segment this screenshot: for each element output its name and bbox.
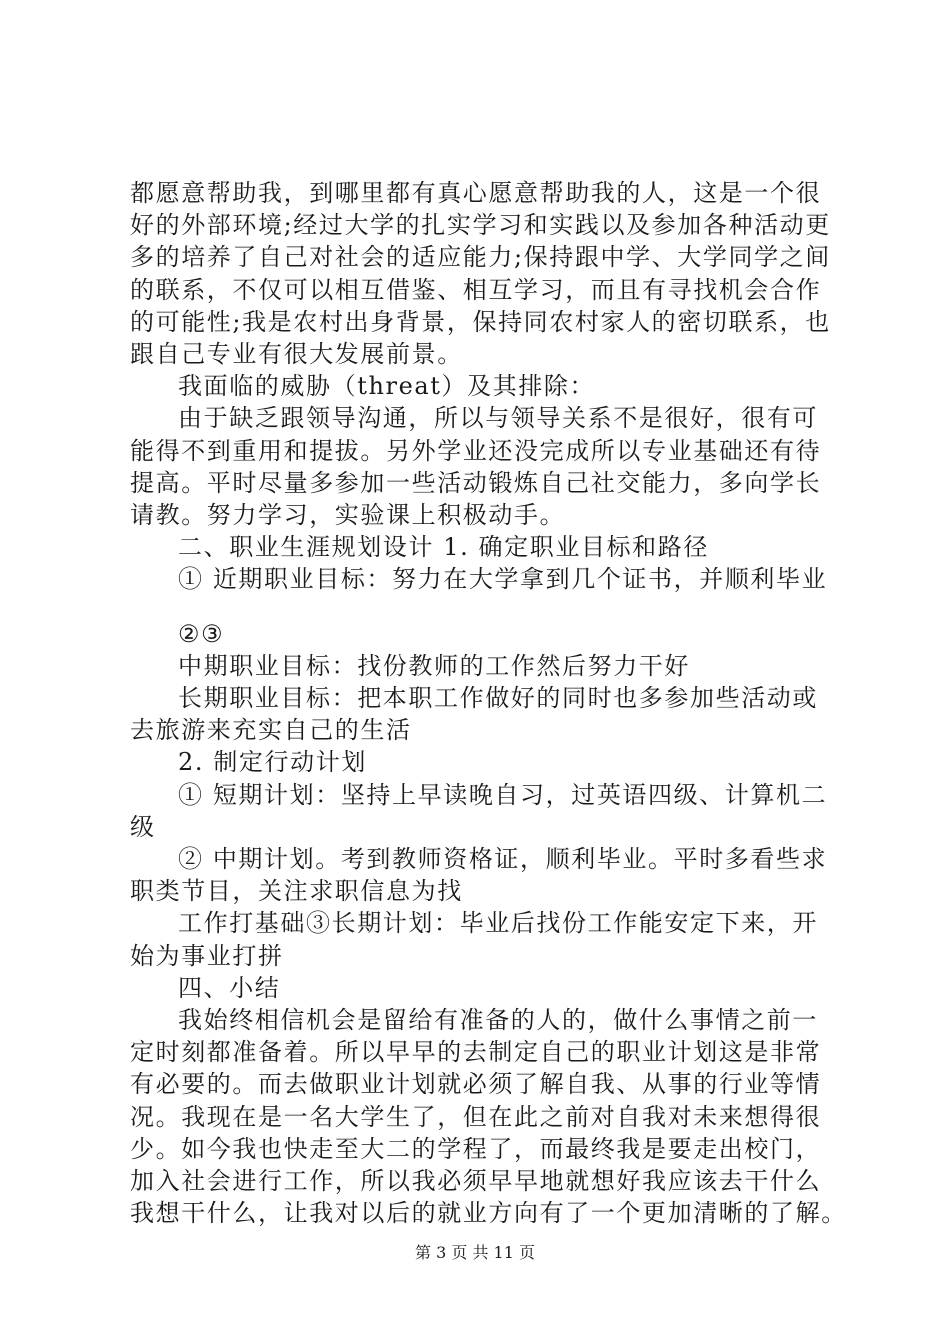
text-line: 加入社会进行工作，所以我必须早早地就想好我应该去干什么 — [130, 1167, 822, 1195]
section-heading: 二、职业生涯规划设计 1. 确定职业目标和路径 — [178, 533, 709, 561]
text-line: ① 短期计划：坚持上早读晚自习，过英语四级、计算机二 — [178, 781, 828, 809]
text-line: ① 近期职业目标：努力在大学拿到几个证书，并顺利毕业 — [178, 565, 828, 593]
text-line: 的可能性;我是农村出身背景，保持同农村家人的密切联系，也 — [130, 308, 831, 336]
text-line: 我想干什么，让我对以后的就业方向有了一个更加清晰的了解。 — [130, 1199, 847, 1227]
section-heading: 四、小结 — [178, 974, 281, 1002]
text-line: 长期职业目标：把本职工作做好的同时也多参加些活动或 — [178, 684, 818, 712]
text-line: 况。我现在是一名大学生了，但在此之前对自我对未来想得很 — [130, 1103, 822, 1131]
text-line: ②③ — [178, 620, 225, 648]
text-line: 好的外部环境;经过大学的扎实学习和实践以及参加各种活动更 — [130, 211, 831, 239]
section-heading: 我面临的威胁（threat）及其排除： — [178, 372, 596, 400]
text-line: 能得不到重用和提拔。另外学业还没完成所以专业基础还有待 — [130, 437, 822, 465]
text-line: 提高。平时尽量多参加一些活动锻炼自己社交能力，多向学长 — [130, 469, 822, 497]
text-line: 由于缺乏跟领导沟通，所以与领导关系不是很好，很有可 — [178, 404, 818, 432]
text-line: 工作打基础③长期计划：毕业后找份工作能安定下来，开 — [178, 909, 818, 937]
text-line: 始为事业打拼 — [130, 942, 284, 970]
text-line: 中期职业目标：找份教师的工作然后努力干好 — [178, 652, 690, 680]
text-line: 的联系，不仅可以相互借鉴、相互学习，而且有寻找机会合作 — [130, 276, 822, 304]
text-line: 有必要的。而去做职业计划就必须了解自我、从事的行业等情 — [130, 1070, 822, 1098]
text-line: ② 中期计划。考到教师资格证，顺利毕业。平时多看些求 — [178, 845, 828, 873]
text-line: 级 — [130, 813, 156, 841]
text-line: 请教。努力学习，实验课上积极动手。 — [130, 501, 566, 529]
text-line: 少。如今我也快走至大二的学程了，而最终我是要走出校门， — [130, 1135, 822, 1163]
text-line: 职类节目，关注求职信息为找 — [130, 877, 463, 905]
page-footer: 第 3 页 共 11 页 — [415, 1243, 535, 1262]
text-line: 定时刻都准备着。所以早早的去制定自己的职业计划这是非常 — [130, 1038, 822, 1066]
text-line: 跟自己专业有很大发展前景。 — [130, 340, 463, 368]
section-heading: 2. 制定行动计划 — [178, 748, 367, 776]
text-line: 都愿意帮助我，到哪里都有真心愿意帮助我的人，这是一个很 — [130, 179, 822, 207]
text-line: 多的培养了自己对社会的适应能力;保持跟中学、大学同学之间 — [130, 243, 831, 271]
text-line: 去旅游来充实自己的生活 — [130, 716, 412, 744]
text-line: 我始终相信机会是留给有准备的人的，做什么事情之前一 — [178, 1006, 818, 1034]
